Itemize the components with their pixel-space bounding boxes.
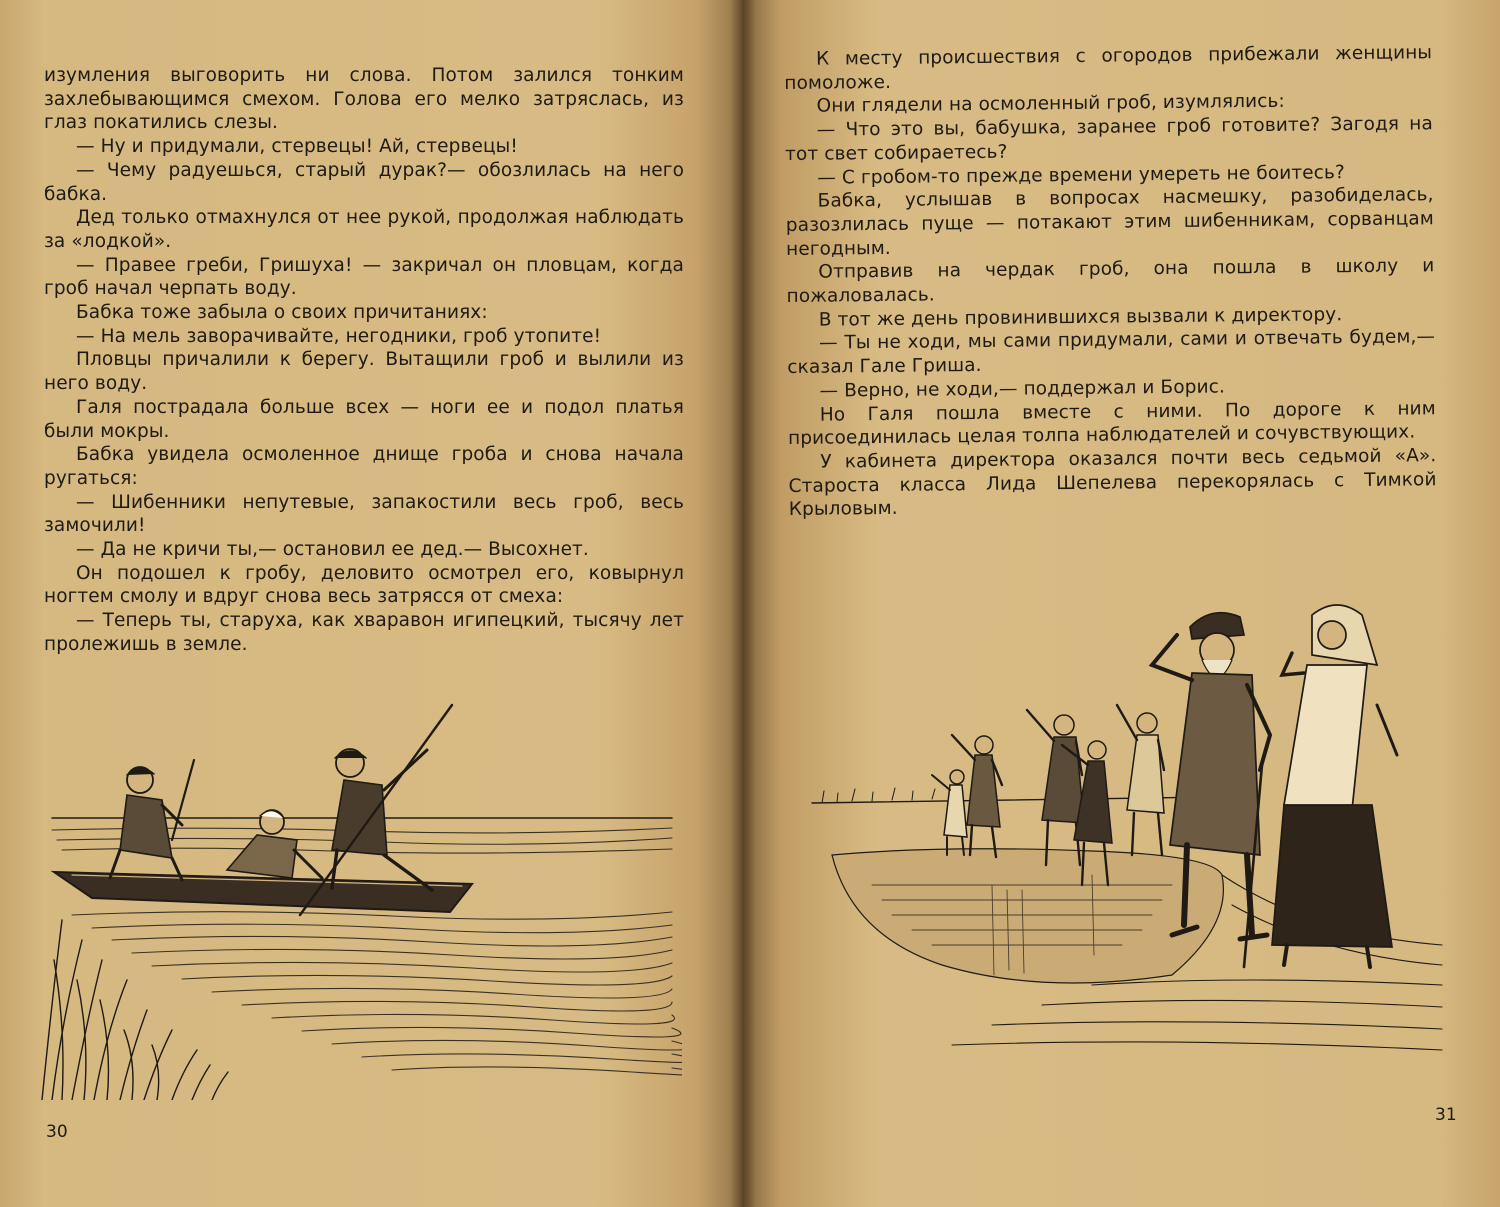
- paragraph: Он подошел к гробу, деловито осмотрел его, ковырнул ногтем смолу и вдруг снова весь затрясся от смеха:: [44, 562, 684, 608]
- paragraph: — Шибенники непутевые, запакостили весь гроб, весь замочили!: [44, 491, 684, 537]
- paragraph: — Да не кричи ты,— остановил ее дед.— Высохнет.: [76, 539, 589, 561]
- paragraph: — Чему радуешься, старый дурак?— обозлилась на него бабка.: [44, 159, 684, 205]
- paragraph: Пловцы причалили к берегу. Вытащили гроб и вылили из него воду.: [44, 349, 684, 395]
- paragraph: Галя пострадала больше всех — ноги ее и подол платья были мокры.: [44, 396, 684, 442]
- paragraph: — Правее греби, Гришуха! — закричал он пловцам, когда гроб начал черпать воду.: [44, 254, 684, 300]
- paragraph: Бабка, услышав в вопросах насмешку, разобиделась, разозлилась пуще — потакают этим шибенникам, сорванцам негодным.: [785, 184, 1434, 260]
- paragraph: — С гробом-то прежде времени умереть не боитесь?: [817, 161, 1345, 189]
- paragraph: В тот же день провинившихся вызвали к директору.: [818, 303, 1343, 331]
- paragraph: — На мель заворачивайте, негодники, гроб утопите!: [76, 325, 602, 347]
- paragraph: К месту происшествия с огородов прибежали женщины помоложе.: [784, 42, 1433, 94]
- paragraph: — Что это вы, бабушка, заранее гроб готовите? Загодя на тот свет собираетесь?: [785, 113, 1433, 165]
- boat-illustration: [32, 700, 682, 1100]
- paragraph: Но Галя пошла вместе с ними. По дороге к ним присоединилась целая толпа наблюдателей и сочувствующих.: [787, 397, 1436, 450]
- paragraph: — Ну и придумали, стервецы! Ай, стервецы!: [76, 136, 518, 158]
- paragraph: Они глядели на осмоленный гроб, изумлялись:: [816, 91, 1285, 118]
- page-number: 31: [1435, 1105, 1457, 1125]
- paragraph: Бабка тоже забыла о своих причитаниях:: [76, 302, 488, 324]
- paragraph: изумления выговорить ни слова. Потом залился тонким захлебывающимся смехом. Голова его мелко затряслась, из глаз покатились слезы.: [44, 65, 684, 134]
- paragraph: — Верно, не ходи,— поддержал и Борис.: [819, 376, 1226, 402]
- paragraph: Бабка увидела осмоленное днище гроба и снова начала ругаться:: [44, 444, 684, 489]
- page-number: 30: [46, 1122, 68, 1142]
- paragraph: Дед только отмахнулся от нее рукой, продолжая наблюдать за «лодкой».: [44, 207, 684, 252]
- right-page: [742, 0, 1500, 1207]
- paragraph: Отправив на чердак гроб, она пошла в школу и пожаловалась.: [786, 255, 1435, 308]
- left-page: [0, 0, 742, 1207]
- paragraph: У кабинета директора оказался почти весь седьмой «А». Староста класса Лида Шепелева перекорялась с Тимкой Крыловым.: [788, 445, 1437, 521]
- left-page-text: [44, 64, 684, 657]
- paragraph: — Ты не ходи, мы сами придумали, сами и отвечать будем,— сказал Гале Гриша.: [787, 326, 1436, 379]
- paragraph: — Теперь ты, старуха, как хваравон игипецкий, тысячу лет пролежишь в земле.: [44, 610, 684, 655]
- shore-illustration: [792, 555, 1452, 1060]
- right-page-text: [784, 41, 1437, 522]
